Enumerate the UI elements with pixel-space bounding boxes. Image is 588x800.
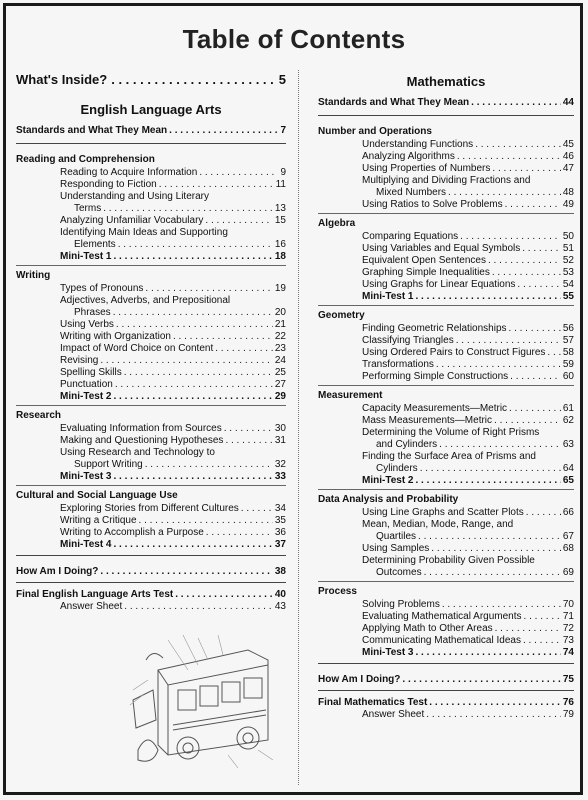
- dot-leader: [415, 647, 560, 659]
- entry-page: 68: [562, 543, 574, 554]
- entry-label: Classifying Triangles: [362, 335, 454, 346]
- entry-label: Answer Sheet: [60, 601, 123, 612]
- math-standards-entry[interactable]: [318, 97, 574, 109]
- entry-label: Types of Pronouns: [60, 283, 144, 294]
- entry-page: 51: [562, 243, 574, 254]
- dot-leader: [206, 527, 273, 539]
- entry-label: Revising: [60, 355, 99, 366]
- dot-leader: [224, 423, 273, 435]
- section-rule: [318, 385, 574, 386]
- mini-test-entry[interactable]: [16, 539, 286, 551]
- entry-page: 74: [562, 647, 574, 658]
- ela-answer-sheet-entry[interactable]: [16, 601, 286, 613]
- entry-label: Impact of Word Choice on Content: [60, 343, 214, 354]
- entry-page: 62: [562, 415, 574, 426]
- entry-label: Mini-Test 4: [60, 539, 112, 550]
- toc-entry[interactable]: [16, 283, 286, 295]
- entry-label: Using Ordered Pairs to Construct Figures: [362, 347, 546, 358]
- entry-label: Using Ratios to Solve Problems: [362, 199, 503, 210]
- entry-page: 44: [562, 97, 574, 108]
- toc-entry[interactable]: [16, 343, 286, 355]
- dot-leader: [460, 231, 561, 243]
- entry-label[interactable]: Determining the Volume of Right Prisms: [362, 427, 540, 438]
- toc-entry[interactable]: [318, 359, 574, 371]
- entry-label: Support Writing: [74, 459, 143, 470]
- mini-test-entry[interactable]: [318, 647, 574, 659]
- dot-leader: [100, 566, 272, 578]
- entry-label: Analyzing Algorithms: [362, 151, 455, 162]
- section-heading: Geometry: [318, 310, 365, 321]
- entry-page: 22: [274, 331, 286, 342]
- entry-page: 55: [562, 291, 574, 302]
- toc-entry[interactable]: [318, 507, 574, 519]
- entry-label[interactable]: Using Research and Technology to: [60, 447, 215, 458]
- toc-entry[interactable]: [16, 367, 286, 379]
- entry-label: Spelling Skills: [60, 367, 122, 378]
- entry-page: 79: [562, 709, 574, 720]
- toc-entry[interactable]: [16, 215, 286, 227]
- dot-leader: [492, 267, 561, 279]
- entry-label: Answer Sheet: [362, 709, 425, 720]
- toc-entry[interactable]: [318, 335, 574, 347]
- entry-label: How Am I Doing?: [16, 566, 99, 577]
- entry-page: 57: [562, 335, 574, 346]
- toc-entry[interactable]: [318, 279, 574, 291]
- entry-label: Phrases: [74, 307, 111, 318]
- entry-page: 72: [562, 623, 574, 634]
- dot-leader: [113, 251, 272, 263]
- entry-label: Capacity Measurements—Metric: [362, 403, 508, 414]
- dot-leader: [124, 367, 273, 379]
- entry-label: Evaluating Information from Sources: [60, 423, 222, 434]
- section-rule: [318, 663, 574, 664]
- entry-page: 16: [274, 239, 286, 250]
- dot-leader: [495, 623, 561, 635]
- dot-leader: [492, 163, 560, 175]
- mini-test-entry[interactable]: [16, 391, 286, 403]
- dot-leader: [199, 167, 278, 179]
- entry-label: Responding to Fiction: [60, 179, 157, 190]
- mini-test-entry[interactable]: [16, 251, 286, 263]
- dot-leader: [431, 543, 561, 555]
- dot-leader: [429, 697, 561, 709]
- dot-leader: [225, 435, 272, 447]
- section-heading: Measurement: [318, 390, 383, 401]
- toc-entry[interactable]: [16, 435, 286, 447]
- entry-label: Finding Geometric Relationships: [362, 323, 507, 334]
- dot-leader: [173, 331, 273, 343]
- toc-entry[interactable]: [16, 331, 286, 343]
- entry-page: 38: [274, 566, 286, 577]
- entry-page: 54: [562, 279, 574, 290]
- entry-label: Mixed Numbers: [376, 187, 447, 198]
- entry-label: Transformations: [362, 359, 434, 370]
- dot-leader: [124, 601, 273, 613]
- entry-label: Evaluating Mathematical Arguments: [362, 611, 522, 622]
- toc-entry[interactable]: [318, 151, 574, 163]
- section-heading: Process: [318, 586, 357, 597]
- dot-leader: [116, 319, 273, 331]
- toc-entry[interactable]: [318, 611, 574, 623]
- entry-label: Mini-Test 3: [60, 471, 112, 482]
- section-number: [318, 126, 574, 211]
- entry-page: 30: [274, 423, 286, 434]
- entry-page: 7: [280, 125, 286, 136]
- dot-leader: [509, 403, 561, 415]
- dot-leader: [524, 611, 561, 623]
- section-rule: [16, 405, 286, 406]
- toc-entry[interactable]: [318, 463, 574, 475]
- entry-page: 48: [562, 187, 574, 198]
- dot-leader: [547, 347, 560, 359]
- entry-label[interactable]: Multiplying and Dividing Fractions and: [362, 175, 531, 186]
- section-heading: Writing: [16, 270, 51, 281]
- entry-page: 46: [562, 151, 574, 162]
- toc-entry[interactable]: [16, 179, 286, 191]
- section-reading: [16, 154, 286, 263]
- entry-page: 52: [562, 255, 574, 266]
- dot-leader: [456, 335, 561, 347]
- entry-label: Exploring Stories from Different Cultures: [60, 503, 239, 514]
- dot-leader: [113, 539, 272, 551]
- toc-entry[interactable]: [318, 187, 574, 199]
- entry-page: 61: [562, 403, 574, 414]
- entry-label: Standards and What They Mean: [318, 97, 470, 108]
- entry-page: 27: [274, 379, 286, 390]
- entry-label: Using Properties of Numbers: [362, 163, 491, 174]
- entry-label: and Cylinders: [376, 439, 438, 450]
- dot-leader: [145, 283, 272, 295]
- toc-entry[interactable]: [16, 307, 286, 319]
- entry-page: 58: [562, 347, 574, 358]
- ela-column: [16, 72, 286, 613]
- entry-page: 40: [274, 589, 286, 600]
- section-measurement: [318, 385, 574, 487]
- entry-label[interactable]: Identifying Main Ideas and Supporting: [60, 227, 228, 238]
- entry-page: 73: [562, 635, 574, 646]
- entry-label: Punctuation: [60, 379, 113, 390]
- entry-label: Understanding Functions: [362, 139, 474, 150]
- entry-label[interactable]: Understanding and Using Literary: [60, 191, 209, 202]
- toc-entry[interactable]: [16, 355, 286, 367]
- entry-page: 36: [274, 527, 286, 538]
- section-rule: [16, 265, 286, 266]
- entry-label: Making and Questioning Hypotheses: [60, 435, 224, 446]
- entry-label: Reading to Acquire Information: [60, 167, 198, 178]
- entry-page: 65: [562, 475, 574, 486]
- entry-page: 60: [562, 371, 574, 382]
- dot-leader: [471, 97, 561, 109]
- section-algebra: [318, 213, 574, 303]
- dot-leader: [145, 459, 273, 471]
- entry-label: Mini-Test 1: [60, 251, 112, 262]
- dot-leader: [494, 415, 561, 427]
- toc-entry[interactable]: [318, 635, 574, 647]
- entry-label[interactable]: Adjectives, Adverbs, and Prepositional: [60, 295, 231, 306]
- mini-test-entry[interactable]: [318, 291, 574, 303]
- dot-leader: [442, 599, 561, 611]
- entry-page: 76: [562, 697, 574, 708]
- dot-leader: [526, 507, 561, 519]
- entry-label: Writing a Critique: [60, 515, 137, 526]
- entry-page: 18: [274, 251, 286, 262]
- entry-page: 75: [562, 674, 574, 685]
- toc-entry[interactable]: [318, 347, 574, 359]
- entry-page: 19: [274, 283, 286, 294]
- dot-leader: [175, 589, 273, 601]
- entry-label: Graphing Simple Inequalities: [362, 267, 490, 278]
- entry-page: 11: [275, 179, 286, 190]
- toc-entry[interactable]: [318, 371, 574, 383]
- section-heading: Algebra: [318, 218, 356, 229]
- entry-page: 35: [274, 515, 286, 526]
- entry-label: Mini-Test 2: [362, 475, 414, 486]
- dot-leader: [111, 72, 275, 88]
- entry-label: Quartiles: [376, 531, 417, 542]
- entry-label: Analyzing Unfamiliar Vocabulary: [60, 215, 204, 226]
- entry-label: Using Line Graphs and Scatter Plots: [362, 507, 524, 518]
- dot-leader: [415, 475, 560, 487]
- entry-label: Equivalent Open Sentences: [362, 255, 486, 266]
- toc-entry[interactable]: [318, 255, 574, 267]
- dot-leader: [113, 471, 272, 483]
- section-geometry: [318, 305, 574, 383]
- entry-page: 43: [274, 601, 286, 612]
- column-divider: [298, 70, 300, 785]
- dot-leader: [169, 125, 278, 137]
- ela-final-test-entry[interactable]: [16, 589, 286, 601]
- section-heading: Cultural and Social Language Use: [16, 490, 178, 501]
- entry-page: 64: [562, 463, 574, 474]
- section-rule: [16, 143, 286, 144]
- math-answer-sheet-entry[interactable]: [318, 709, 574, 721]
- toc-entry[interactable]: [16, 459, 286, 471]
- entry-label: Standards and What They Mean: [16, 125, 168, 136]
- toc-entry[interactable]: [318, 163, 574, 175]
- dot-leader: [115, 379, 273, 391]
- entry-page: 34: [274, 503, 286, 514]
- entry-page: 49: [562, 199, 574, 210]
- entry-label: Performing Simple Constructions: [362, 371, 509, 382]
- entry-page: 23: [274, 343, 286, 354]
- toc-entry[interactable]: [16, 319, 286, 331]
- entry-page: 29: [274, 391, 286, 402]
- dot-leader: [509, 323, 561, 335]
- entry-page: 5: [278, 72, 286, 87]
- toc-entry[interactable]: [16, 167, 286, 179]
- toc-entry[interactable]: [16, 379, 286, 391]
- entry-label: Writing to Accomplish a Purpose: [60, 527, 204, 538]
- toc-entry[interactable]: [16, 515, 286, 527]
- entry-label: Cylinders: [376, 463, 418, 474]
- section-rule: [318, 690, 574, 691]
- dot-leader: [522, 243, 561, 255]
- entry-label: Solving Problems: [362, 599, 440, 610]
- dot-leader: [424, 567, 561, 579]
- entry-page: 69: [562, 567, 574, 578]
- section-rule: [318, 581, 574, 582]
- dot-leader: [205, 215, 272, 227]
- entry-label: Applying Math to Other Areas: [362, 623, 493, 634]
- entry-label: Communicating Mathematical Ideas: [362, 635, 521, 646]
- section-writing: [16, 265, 286, 403]
- dot-leader: [415, 291, 560, 303]
- entry-page: 9: [280, 167, 286, 178]
- entry-label: Terms: [74, 203, 102, 214]
- section-rule: [318, 213, 574, 214]
- toc-entry[interactable]: [16, 239, 286, 251]
- section-data: [318, 489, 574, 579]
- entry-label: Outcomes: [376, 567, 422, 578]
- toc-entry[interactable]: [16, 503, 286, 515]
- toc-entry[interactable]: [318, 323, 574, 335]
- dot-leader: [523, 635, 561, 647]
- toc-entry[interactable]: [318, 231, 574, 243]
- dot-leader: [457, 151, 561, 163]
- entry-label: Mini-Test 1: [362, 291, 414, 302]
- ela-standards-entry[interactable]: [16, 125, 286, 137]
- page-title: Table of Contents: [182, 24, 406, 54]
- entry-page: 59: [562, 359, 574, 370]
- toc-entry[interactable]: [16, 527, 286, 539]
- section-rule: [318, 305, 574, 306]
- toc-entry[interactable]: [16, 423, 286, 435]
- entry-page: 66: [562, 507, 574, 518]
- entry-label[interactable]: Determining Probability Given Possible: [362, 555, 535, 566]
- toc-entry[interactable]: [318, 531, 574, 543]
- section-cultural: [16, 485, 286, 551]
- entry-page: 24: [274, 355, 286, 366]
- entry-label: Using Variables and Equal Symbols: [362, 243, 521, 254]
- math-how-am-i-entry[interactable]: [318, 674, 574, 686]
- school-bus-icon: [128, 630, 278, 770]
- math-final-test-entry[interactable]: [318, 697, 574, 709]
- toc-entry[interactable]: [318, 599, 574, 611]
- dot-leader: [517, 279, 560, 291]
- entry-page: 53: [562, 267, 574, 278]
- ela-heading: English Language Arts: [80, 102, 222, 117]
- entry-page: 71: [562, 611, 574, 622]
- toc-entry[interactable]: [318, 199, 574, 211]
- entry-page: 33: [274, 471, 286, 482]
- entry-label: Final English Language Arts Test: [16, 589, 174, 600]
- dot-leader: [100, 355, 273, 367]
- section-rule: [318, 115, 574, 116]
- toc-entry[interactable]: [318, 243, 574, 255]
- toc-entry[interactable]: [318, 267, 574, 279]
- entry-label: How Am I Doing?: [318, 674, 401, 685]
- dot-leader: [113, 307, 273, 319]
- toc-entry[interactable]: [318, 439, 574, 451]
- toc-entry[interactable]: [318, 139, 574, 151]
- entry-label: Mini-Test 2: [60, 391, 112, 402]
- dot-leader: [118, 239, 273, 251]
- entry-page: 32: [274, 459, 286, 470]
- section-heading: Reading and Comprehension: [16, 154, 155, 165]
- section-heading: Research: [16, 410, 62, 421]
- dot-leader: [103, 203, 273, 215]
- entry-page: 63: [562, 439, 574, 450]
- dot-leader: [439, 439, 561, 451]
- entry-page: 37: [274, 539, 286, 550]
- section-rule: [16, 582, 286, 583]
- whats-inside-entry[interactable]: [16, 72, 286, 88]
- math-column: [318, 72, 574, 721]
- entry-label[interactable]: Finding the Surface Area of Prisms and: [362, 451, 536, 462]
- entry-label[interactable]: Mean, Median, Mode, Range, and: [362, 519, 514, 530]
- section-rule: [16, 485, 286, 486]
- dot-leader: [426, 709, 561, 721]
- entry-label: Using Graphs for Linear Equations: [362, 279, 516, 290]
- entry-label: Elements: [74, 239, 116, 250]
- entry-page: 13: [274, 203, 286, 214]
- dot-leader: [113, 391, 272, 403]
- entry-page: 47: [562, 163, 574, 174]
- dot-leader: [402, 674, 560, 686]
- section-rule: [318, 489, 574, 490]
- toc-entry[interactable]: [318, 415, 574, 427]
- entry-page: 50: [562, 231, 574, 242]
- entry-page: 31: [274, 435, 286, 446]
- entry-page: 25: [274, 367, 286, 378]
- dot-leader: [418, 531, 561, 543]
- dot-leader: [475, 139, 561, 151]
- toc-entry[interactable]: [318, 403, 574, 415]
- toc-entry[interactable]: [16, 203, 286, 215]
- toc-entry[interactable]: [318, 567, 574, 579]
- dot-leader: [436, 359, 561, 371]
- toc-entry[interactable]: [318, 623, 574, 635]
- entry-label: Using Samples: [362, 543, 430, 554]
- section-rule: [16, 555, 286, 556]
- dot-leader: [505, 199, 561, 211]
- section-research: [16, 405, 286, 483]
- entry-label: Using Verbs: [60, 319, 114, 330]
- ela-how-am-i-entry[interactable]: [16, 566, 286, 578]
- toc-entry[interactable]: [318, 543, 574, 555]
- dot-leader: [241, 503, 273, 515]
- dot-leader: [159, 179, 274, 191]
- entry-page: 20: [274, 307, 286, 318]
- mini-test-entry[interactable]: [318, 475, 574, 487]
- dot-leader: [488, 255, 561, 267]
- entry-page: 70: [562, 599, 574, 610]
- dot-leader: [420, 463, 561, 475]
- entry-label: Mass Measurements—Metric: [362, 415, 493, 426]
- entry-page: 56: [562, 323, 574, 334]
- mini-test-entry[interactable]: [16, 471, 286, 483]
- entry-page: 15: [274, 215, 286, 226]
- section-heading: Number and Operations: [318, 126, 432, 137]
- dot-leader: [215, 343, 273, 355]
- entry-label: Comparing Equations: [362, 231, 459, 242]
- dot-leader: [139, 515, 273, 527]
- math-heading: Mathematics: [406, 74, 486, 89]
- entry-page: 21: [274, 319, 286, 330]
- dot-leader: [510, 371, 561, 383]
- dot-leader: [448, 187, 561, 199]
- section-heading: Data Analysis and Probability: [318, 494, 459, 505]
- entry-page: 45: [562, 139, 574, 150]
- entry-label: What's Inside?: [16, 72, 108, 87]
- entry-label: Writing with Organization: [60, 331, 171, 342]
- entry-page: 67: [562, 531, 574, 542]
- entry-label: Final Mathematics Test: [318, 697, 428, 708]
- entry-label: Mini-Test 3: [362, 647, 414, 658]
- section-process: [318, 581, 574, 659]
